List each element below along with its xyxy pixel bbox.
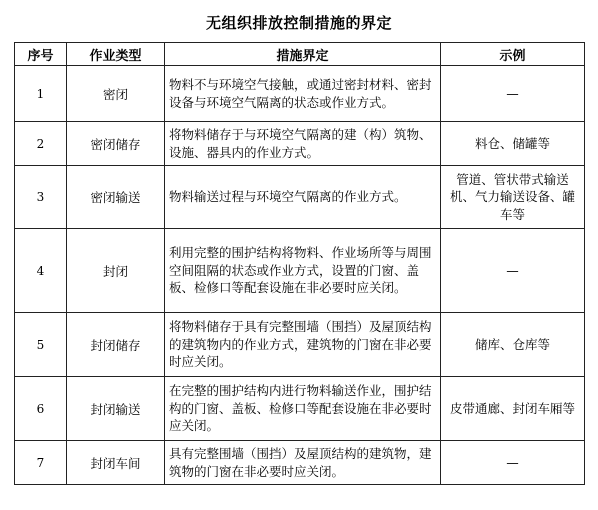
row-type: 封闭 [67, 229, 165, 313]
header-example: 示例 [441, 43, 585, 66]
row-definition: 将物料储存于与环境空气隔离的建（构）筑物、设施、器具内的作业方式。 [165, 122, 441, 166]
row-type: 封闭输送 [67, 377, 165, 441]
table-row [15, 441, 585, 485]
row-number: 1 [15, 66, 67, 122]
header-no: 序号 [15, 43, 67, 66]
row-definition: 物料不与环境空气接触，或通过密封材料、密封设备与环境空气隔离的状态或作业方式。 [165, 66, 441, 122]
row-example: — [441, 66, 585, 122]
table-row [15, 229, 585, 313]
header-definition: 措施界定 [165, 43, 441, 66]
table-row [15, 66, 585, 122]
row-definition: 将物料储存于具有完整围墙（围挡）及屋顶结构的建筑物内的作业方式，建筑物的门窗在非必要时应关闭。 [165, 313, 441, 377]
row-number: 5 [15, 313, 67, 377]
row-example: — [441, 229, 585, 313]
row-number: 6 [15, 377, 67, 441]
row-type: 封闭车间 [67, 441, 165, 485]
row-definition: 在完整的围护结构内进行物料输送作业，围护结构的门窗、盖板、检修口等配套设施在非必要时应关闭。 [165, 377, 441, 441]
table-row [15, 166, 585, 229]
row-type: 密闭 [67, 66, 165, 122]
row-number: 7 [15, 441, 67, 485]
row-type: 密闭储存 [67, 122, 165, 166]
row-example: 储库、仓库等 [441, 313, 585, 377]
table-title: 无组织排放控制措施的界定 [205, 14, 392, 32]
emission-control-table [14, 42, 585, 485]
row-number: 3 [15, 166, 67, 229]
row-definition: 物料输送过程与环境空气隔离的作业方式。 [165, 166, 441, 229]
row-number: 2 [15, 122, 67, 166]
table-row [15, 377, 585, 441]
row-definition: 具有完整围墙（围挡）及屋顶结构的建筑物，建筑物的门窗在非必要时应关闭。 [165, 441, 441, 485]
table-row [15, 313, 585, 377]
row-type: 密闭输送 [67, 166, 165, 229]
row-definition: 利用完整的围护结构将物料、作业场所等与周围空间阻隔的状态或作业方式，设置的门窗、盖板、检修口等配套设施在非必要时应关闭。 [165, 229, 441, 313]
row-example: — [441, 441, 585, 485]
header-type: 作业类型 [67, 43, 165, 66]
table-header-row [15, 43, 585, 66]
row-example: 料仓、储罐等 [441, 122, 585, 166]
table-row [15, 122, 585, 166]
row-example: 皮带通廊、封闭车厢等 [441, 377, 585, 441]
row-example: 管道、管状带式输送机、气力输送设备、罐车等 [441, 166, 585, 229]
row-number: 4 [15, 229, 67, 313]
row-type: 封闭储存 [67, 313, 165, 377]
